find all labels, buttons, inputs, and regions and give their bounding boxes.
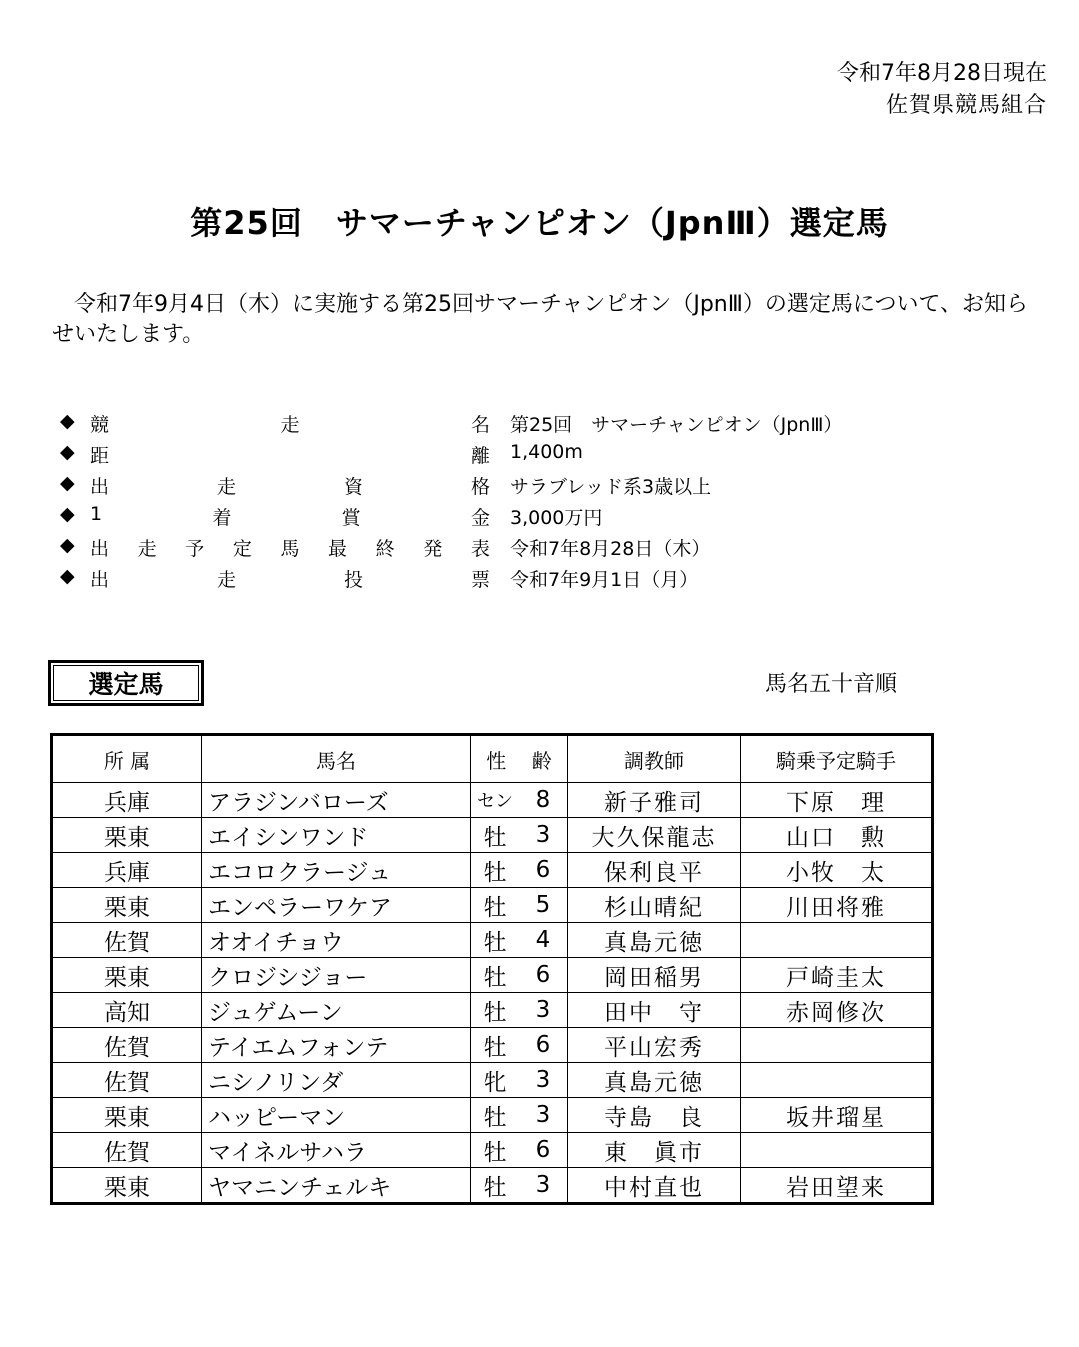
race-info-label-char: 走: [280, 414, 300, 436]
cell-age: 6: [519, 1133, 568, 1168]
table-row: [52, 783, 933, 818]
cell-sex: 牡: [471, 1028, 520, 1063]
cell-affiliation: 佐賀: [52, 1028, 202, 1063]
cell-jockey: [741, 1063, 933, 1098]
cell-jockey: [741, 1028, 933, 1063]
cell-affiliation: 栗東: [52, 1098, 202, 1133]
cell-affiliation: 高知: [52, 993, 202, 1028]
cell-trainer: 杉山晴紀: [568, 888, 741, 923]
race-info-label-char: 格: [470, 476, 490, 498]
cell-sex: 牡: [471, 1168, 520, 1204]
race-info-label-char: 馬: [280, 538, 300, 560]
table-row: [52, 1168, 933, 1204]
race-info-label-char: 出: [90, 476, 110, 498]
race-info-label-char: 発: [423, 538, 443, 560]
diamond-bullet-icon: ◆: [60, 565, 75, 587]
cell-horse-name: オオイチョウ: [202, 923, 471, 958]
table-header-row: [52, 735, 933, 783]
header-affiliation: 所 属: [52, 735, 202, 783]
selection-heading: 選定馬: [53, 665, 199, 701]
diamond-bullet-icon: ◆: [60, 503, 75, 525]
table-row: [52, 1063, 933, 1098]
cell-affiliation: 栗東: [52, 818, 202, 853]
cell-age: 8: [519, 783, 568, 818]
cell-age: 6: [519, 853, 568, 888]
cell-horse-name: エンペラーワケア: [202, 888, 471, 923]
header-horse-name: 馬名: [202, 735, 471, 783]
cell-sex: 牡: [471, 853, 520, 888]
header-sex: 性: [486, 748, 507, 773]
cell-age: 6: [519, 958, 568, 993]
cell-jockey: 岩田望来: [741, 1168, 933, 1204]
race-info-label-char: 着: [212, 507, 232, 529]
cell-sex: 牡: [471, 888, 520, 923]
race-info-label-char: 資: [343, 476, 363, 498]
race-info-label-char: 出: [90, 569, 110, 591]
race-info-value: サラブレッド系3歳以上: [510, 476, 712, 498]
cell-jockey: 坂井瑠星: [741, 1098, 933, 1133]
entry-table: [50, 733, 934, 1205]
table-body: [52, 783, 933, 1204]
race-info-value: 3,000万円: [510, 507, 603, 529]
header-jockey: 騎乗予定騎手: [741, 735, 933, 783]
cell-trainer: 大久保龍志: [568, 818, 741, 853]
cell-affiliation: 兵庫: [52, 783, 202, 818]
cell-jockey: [741, 923, 933, 958]
cell-age: 5: [519, 888, 568, 923]
cell-age: 3: [519, 1168, 568, 1204]
cell-age: 3: [519, 1098, 568, 1133]
race-info-label-char: 名: [470, 414, 490, 436]
cell-horse-name: テイエムフォンテ: [202, 1028, 471, 1063]
cell-affiliation: 佐賀: [52, 923, 202, 958]
race-info-label-char: 票: [470, 569, 490, 591]
cell-age: 4: [519, 923, 568, 958]
header-trainer: 調教師: [568, 735, 741, 783]
cell-trainer: 中村直也: [568, 1168, 741, 1204]
header-sex-age: [471, 735, 568, 783]
race-info-label-char: 終: [375, 538, 395, 560]
cell-jockey: 川田将雅: [741, 888, 933, 923]
cell-horse-name: ジュゲムーン: [202, 993, 471, 1028]
page-title: 第25回 サマーチャンピオン（JpnⅢ）選定馬: [190, 204, 889, 242]
cell-horse-name: クロジシジョー: [202, 958, 471, 993]
table-row: [52, 853, 933, 888]
race-info-value: 令和7年9月1日（月）: [510, 569, 699, 591]
cell-jockey: 戸崎圭太: [741, 958, 933, 993]
diamond-bullet-icon: ◆: [60, 472, 75, 494]
race-info-label-char: 表: [470, 538, 490, 560]
cell-jockey: [741, 1133, 933, 1168]
race-info-label-char: 最: [328, 538, 348, 560]
race-info-label-char: 出: [90, 538, 110, 560]
race-info-label: [90, 503, 490, 530]
table-row: [52, 923, 933, 958]
cell-sex: 牡: [471, 923, 520, 958]
table-row: [52, 993, 933, 1028]
race-info-label: [90, 441, 490, 468]
cell-sex: 牡: [471, 1133, 520, 1168]
cell-trainer: 真島元徳: [568, 1063, 741, 1098]
diamond-bullet-icon: ◆: [60, 441, 75, 463]
cell-affiliation: 佐賀: [52, 1133, 202, 1168]
cell-jockey: 山口 勲: [741, 818, 933, 853]
race-info-value: 1,400m: [510, 441, 583, 463]
cell-affiliation: 栗東: [52, 888, 202, 923]
cell-jockey: 下原 理: [741, 783, 933, 818]
cell-age: 3: [519, 993, 568, 1028]
organization-name: 佐賀県競馬組合: [885, 93, 1047, 118]
race-info-value: 第25回 サマーチャンピオン（JpnⅢ）: [510, 414, 843, 436]
race-info-label-char: 走: [137, 538, 157, 560]
race-info-label: [90, 410, 490, 437]
selection-heading-box: [48, 660, 204, 706]
cell-sex: 牡: [471, 958, 520, 993]
sort-order-note: 馬名五十音順: [765, 672, 898, 697]
table-row: [52, 1133, 933, 1168]
report-date: 令和7年8月28日現在: [837, 61, 1047, 86]
cell-trainer: 寺島 良: [568, 1098, 741, 1133]
cell-horse-name: ヤマニンチェルキ: [202, 1168, 471, 1204]
cell-trainer: 岡田稲男: [568, 958, 741, 993]
intro-paragraph: 令和7年9月4日（木）に実施する第25回サマーチャンピオン（JpnⅢ）の選定馬について、お知らせいたします。: [52, 292, 1029, 347]
table-row: [52, 888, 933, 923]
table-row: [52, 1028, 933, 1063]
table-row: [52, 958, 933, 993]
cell-horse-name: ニシノリンダ: [202, 1063, 471, 1098]
cell-sex: 牡: [471, 1098, 520, 1133]
race-info-label: [90, 565, 490, 592]
diamond-bullet-icon: ◆: [60, 410, 75, 432]
race-info-label-char: 賞: [341, 507, 361, 529]
diamond-bullet-icon: ◆: [60, 534, 75, 556]
table-row: [52, 818, 933, 853]
cell-horse-name: ハッピーマン: [202, 1098, 471, 1133]
race-info-label: [90, 534, 490, 561]
cell-trainer: 保利良平: [568, 853, 741, 888]
cell-sex: 牡: [471, 818, 520, 853]
race-info-label-char: 離: [470, 445, 490, 467]
cell-affiliation: 栗東: [52, 958, 202, 993]
cell-affiliation: 佐賀: [52, 1063, 202, 1098]
race-info-label-char: 距: [90, 445, 110, 467]
cell-trainer: 平山宏秀: [568, 1028, 741, 1063]
cell-sex: 牝: [471, 1063, 520, 1098]
cell-age: 3: [519, 1063, 568, 1098]
race-info-label-char: 金: [470, 507, 490, 529]
cell-age: 3: [519, 818, 568, 853]
race-info-label-char: 走: [216, 476, 236, 498]
cell-jockey: 赤岡修次: [741, 993, 933, 1028]
table-row: [52, 1098, 933, 1133]
race-info-label-char: 投: [343, 569, 363, 591]
cell-horse-name: エイシンワンド: [202, 818, 471, 853]
cell-sex: 牡: [471, 993, 520, 1028]
race-info-label-char: 予: [185, 538, 205, 560]
cell-jockey: 小牧 太: [741, 853, 933, 888]
race-info-label-char: 走: [216, 569, 236, 591]
race-info-value: 令和7年8月28日（木）: [510, 538, 711, 560]
cell-sex: セン: [471, 783, 520, 818]
header-age: 齢: [531, 748, 552, 773]
race-info-label-char: 定: [232, 538, 252, 560]
cell-affiliation: 兵庫: [52, 853, 202, 888]
cell-trainer: 新子雅司: [568, 783, 741, 818]
cell-age: 6: [519, 1028, 568, 1063]
cell-horse-name: エコロクラージュ: [202, 853, 471, 888]
race-info-label-char: 競: [90, 414, 110, 436]
cell-trainer: 田中 守: [568, 993, 741, 1028]
race-info-label: [90, 472, 490, 499]
cell-horse-name: マイネルサハラ: [202, 1133, 471, 1168]
race-info-label-char: 1: [90, 503, 103, 525]
cell-horse-name: アラジンバローズ: [202, 783, 471, 818]
cell-affiliation: 栗東: [52, 1168, 202, 1204]
cell-trainer: 真島元徳: [568, 923, 741, 958]
cell-trainer: 東 眞市: [568, 1133, 741, 1168]
